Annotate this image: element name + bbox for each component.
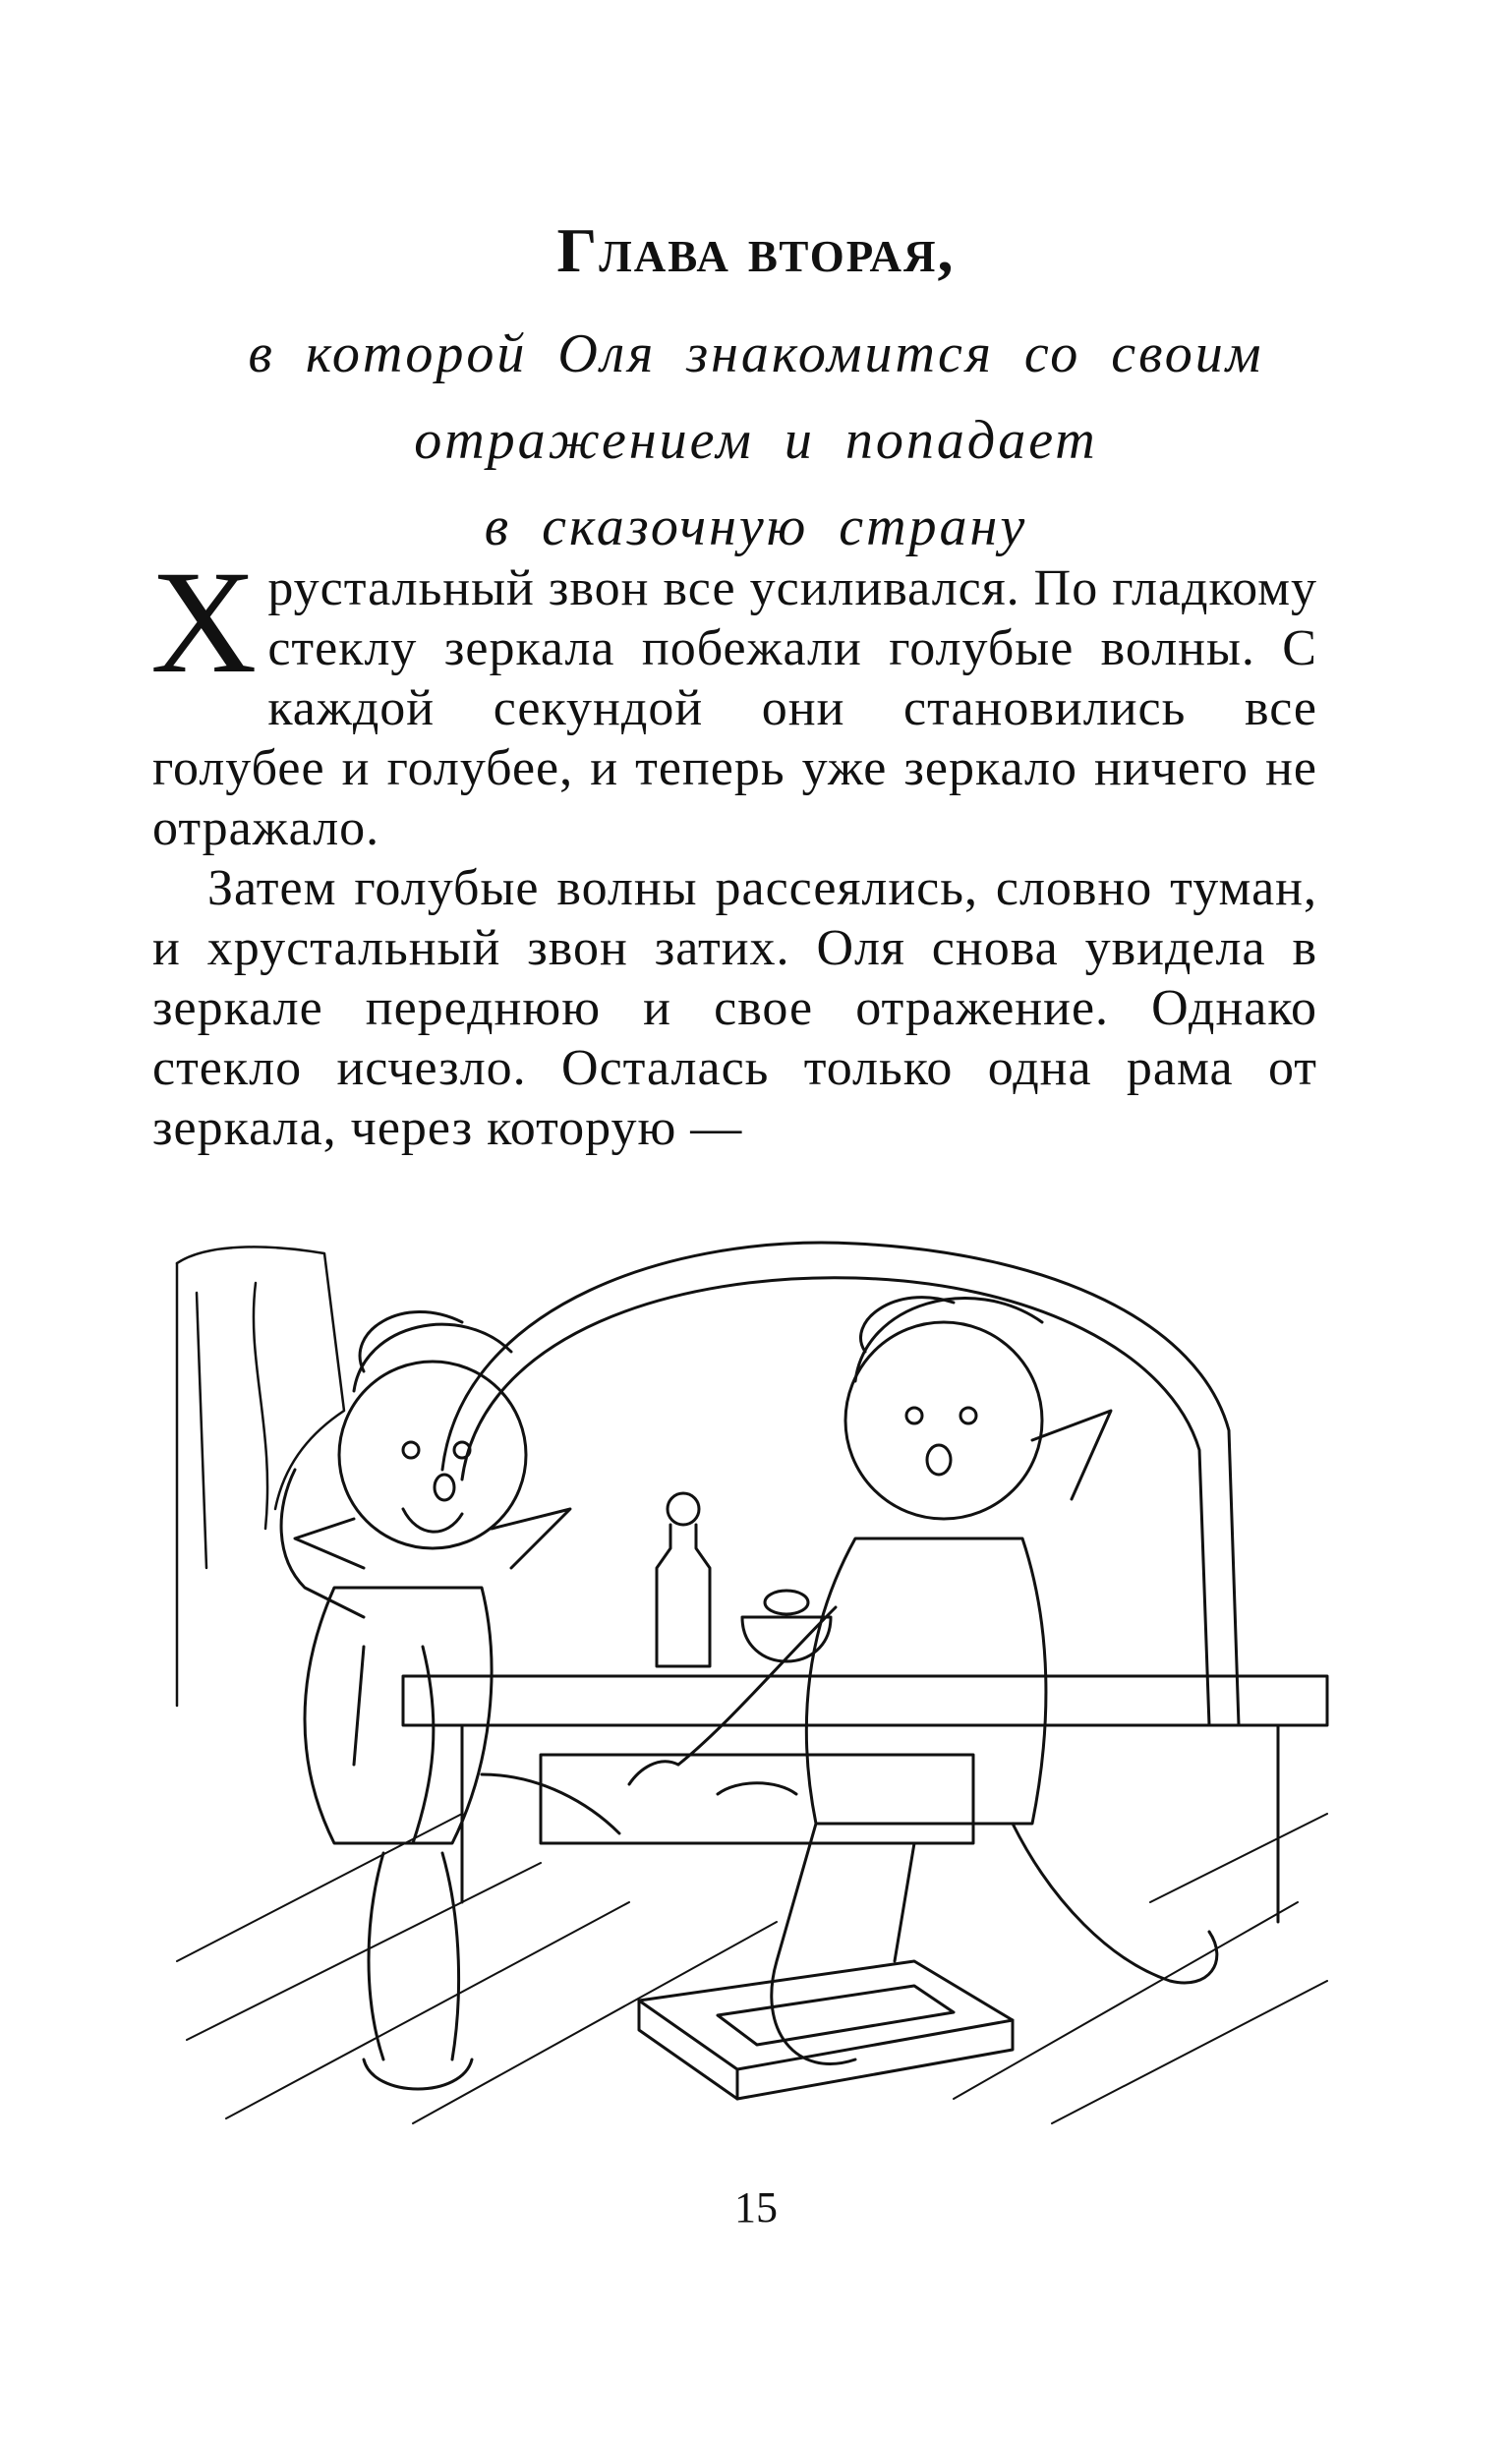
two-girls-mirror-illustration <box>167 1214 1337 2128</box>
paragraph-text: Затем голубые волны рассеялись, словно туман, и хрустальный звон затих. Оля снова увидела в зеркале переднюю и свое отражение. Однако стекло исчезло. Осталась только одна рама от зеркала, через которую — <box>152 860 1317 1156</box>
page-number: 15 <box>734 2183 778 2232</box>
floor-lines <box>177 1814 1327 2123</box>
chapter-subtitle-line: отражением и попадает <box>414 410 1098 471</box>
curtain <box>177 1247 344 1706</box>
chapter-subtitle-line: в сказочную страну <box>484 496 1028 557</box>
paragraph <box>150 541 1317 858</box>
chapter-subtitle <box>138 311 1374 570</box>
body-text <box>150 541 1317 1158</box>
chapter-subtitle-line: в которой Оля знакомится со своим <box>248 323 1264 384</box>
paragraph-text: рустальный звон все усиливался. По гладкому стеклу зеркала побежали голубые волны. С каждой секундой они становились все голубее и голубее, и теперь уже зеркало ничего не отражало. <box>152 560 1317 856</box>
paragraph <box>152 858 1317 1158</box>
chapter-title: Глава вторая, <box>556 215 956 285</box>
right-girl <box>629 1298 1217 2064</box>
perfume-bottle <box>657 1493 710 1666</box>
drop-cap: Х <box>150 541 259 704</box>
dresser <box>403 1676 1327 1922</box>
book <box>639 1961 1013 2099</box>
mirror-frame <box>442 1243 1239 1725</box>
